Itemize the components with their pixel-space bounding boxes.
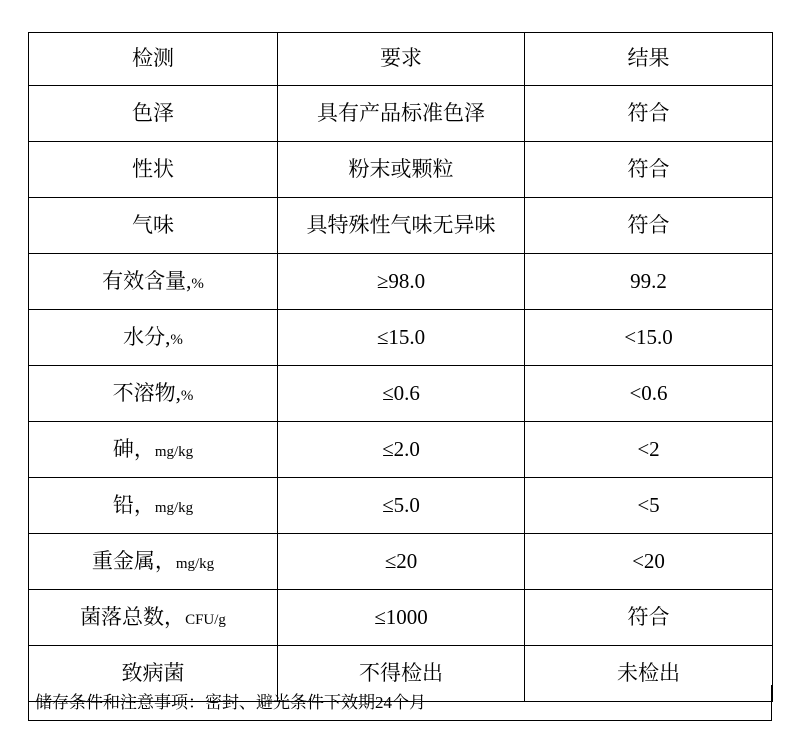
item-label: 致病菌 [121,660,185,685]
item-label: 性状 [132,156,174,181]
cell-result: <20 [525,534,773,590]
cell-result: 符合 [525,590,773,646]
cell-item [29,86,278,142]
cell-requirement: ≤5.0 [278,478,525,534]
cell-requirement: ≤2.0 [278,422,525,478]
cell-item [29,422,278,478]
table-row [29,478,773,534]
specification-table [28,32,773,702]
item-unit: CFU/g [185,611,226,628]
column-header-requirement: 要求 [278,33,525,86]
cell-requirement: ≤0.6 [278,366,525,422]
table-row [29,86,773,142]
cell-result: 符合 [525,198,773,254]
table-row [29,198,773,254]
table-row [29,534,773,590]
cell-requirement: 不得检出 [278,646,525,702]
cell-item [29,142,278,198]
cell-requirement: ≤15.0 [278,310,525,366]
item-label: 水分, [123,324,171,349]
table-row [29,366,773,422]
item-label: 气味 [132,212,174,237]
item-label: 重金属， [91,548,176,573]
table-row [29,422,773,478]
table-row [29,590,773,646]
cell-result: <0.6 [525,366,773,422]
item-unit: % [170,331,183,348]
table-row [29,310,773,366]
item-unit: mg/kg [175,555,215,572]
column-header-item: 检测 [29,33,278,86]
storage-note: 储存条件和注意事项：密封、避光条件下效期24个月 [28,685,772,721]
cell-item [29,198,278,254]
table-row [29,142,773,198]
item-unit: % [191,275,204,292]
cell-result: <2 [525,422,773,478]
cell-requirement: 具特殊性气味无异味 [278,198,525,254]
table-row [29,254,773,310]
cell-item [29,478,278,534]
cell-result: 未检出 [525,646,773,702]
column-header-result: 结果 [525,33,773,86]
item-unit: % [180,387,194,404]
cell-item [29,534,278,590]
cell-requirement: 粉末或颗粒 [278,142,525,198]
item-label: 铅， [112,492,155,517]
cell-requirement: ≤20 [278,534,525,590]
cell-item [29,254,278,310]
cell-result: 符合 [525,142,773,198]
item-unit: mg/kg [154,443,194,460]
cell-requirement: ≥98.0 [278,254,525,310]
item-label: 色泽 [132,100,174,125]
item-label: 有效含量, [102,268,192,293]
item-label: 砷， [112,436,155,461]
item-unit: mg/kg [154,499,194,516]
item-label: 菌落总数， [80,604,186,629]
item-label: 不溶物, [112,380,181,405]
cell-result: 符合 [525,86,773,142]
cell-requirement: ≤1000 [278,590,525,646]
table-header-row [29,33,773,86]
cell-requirement: 具有产品标准色泽 [278,86,525,142]
cell-item [29,366,278,422]
cell-result: <5 [525,478,773,534]
cell-item [29,590,278,646]
cell-item [29,310,278,366]
cell-result: 99.2 [525,254,773,310]
cell-result: <15.0 [525,310,773,366]
